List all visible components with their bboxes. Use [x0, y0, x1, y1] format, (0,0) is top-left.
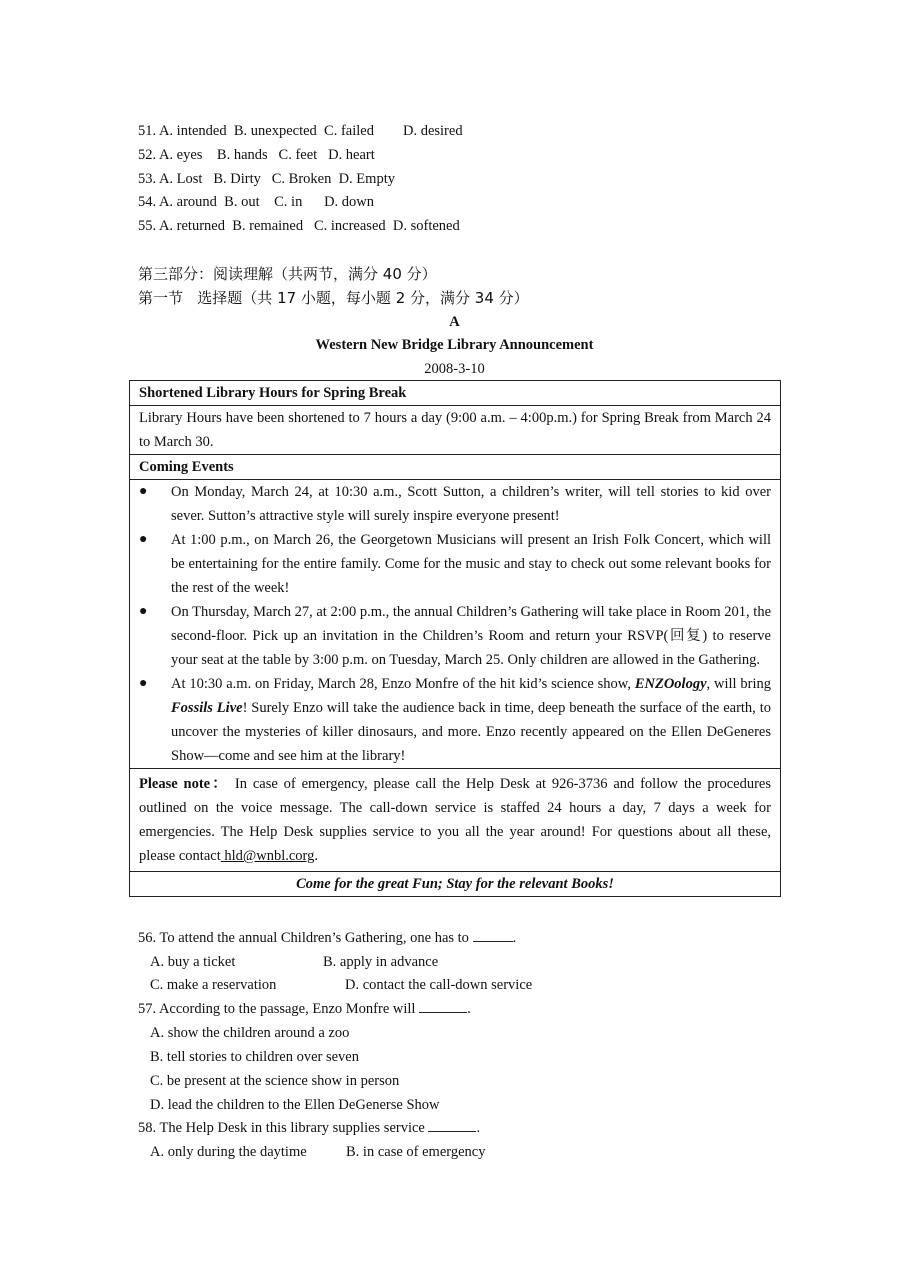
question-stem: 56. To attend the annual Children’s Gathering, one has to: [138, 930, 473, 946]
event-item: [139, 600, 771, 672]
events-header: Coming Events: [130, 455, 781, 480]
section-heading: 第三部分：阅读理解（共两节，满分 40 分）: [138, 265, 437, 283]
event-item: [139, 528, 771, 600]
email-link[interactable]: hld@wnbl.corg: [220, 848, 315, 864]
option-58-a: A. only during the daytime: [150, 1144, 307, 1160]
option-57-b: B. tell stories to children over seven: [150, 1049, 359, 1065]
note-end: .: [314, 848, 318, 864]
footer-slogan: Come for the great Fun; Stay for the relevant Books!: [130, 872, 781, 897]
option-58-b: B. in case of emergency: [346, 1144, 486, 1160]
bullet-icon: ●: [139, 604, 148, 619]
option-57-a: A. show the children around a zoo: [150, 1025, 350, 1041]
event-text: On Thursday, March 27, at 2:00 p.m., the annual Children’s Gathering will take place in Room 201, the second-floor. Pick up an invitation in the Children’s Room and return your RSVP(回复) to reserve your seat at the table by 3:00 p.m. on Tuesday, March 25. Only children are allowed in the Gathering.: [171, 604, 772, 668]
option-56-b: B. apply in advance: [323, 954, 439, 970]
event-text-part: ! Surely Enzo will take the audience back in time, deep beneath the surface of the earth, to uncover the mysteries of killer dinosaurs, and more. Enzo recently appeared on the Ellen DeGeneres Show—come and see him at the library!: [171, 700, 771, 764]
announcement-title: Western New Bridge Library Announcement: [315, 337, 594, 353]
question-tail: .: [476, 1120, 481, 1136]
question-stem: 57. According to the passage, Enzo Monfre will: [138, 1001, 420, 1017]
note-label: Please note：: [139, 776, 230, 792]
footer-row: [130, 872, 781, 897]
answer-blank: [473, 927, 513, 942]
bullet-icon: ●: [139, 532, 148, 547]
event-item: [139, 672, 771, 768]
subsection-heading: 第一节 选择题（共 17 小题，每小题 2 分，满分 34 分）: [138, 289, 529, 307]
question-stem: 58. The Help Desk in this library supplies service: [138, 1120, 429, 1136]
event-text: On Monday, March 24, at 10:30 a.m., Scott Sutton, a children’s writer, will tell stories to kid over sever. Sutton’s attractive style will surely inspire everyone present!: [171, 484, 771, 524]
event-name: Fossils Live: [171, 700, 243, 716]
option-56-c: C. make a reservation: [150, 977, 277, 993]
note-row: [130, 769, 781, 872]
events-row: [130, 480, 781, 769]
event-text: [171, 672, 771, 768]
events-header-row: [130, 455, 781, 480]
event-text-part: , will bring: [706, 676, 771, 692]
bullet-icon: ●: [139, 676, 148, 691]
option-56-d: D. contact the call-down service: [345, 977, 533, 993]
cloze-option-line-55: 55. A. returned B. remained C. increased D. softened: [138, 218, 460, 234]
question-tail: .: [467, 1001, 471, 1017]
event-text: At 1:00 p.m., on March 26, the Georgetown Musicians will present an Irish Folk Concert, which will be entertaining for the entire family. Come for the music and stay to check out some relevant books for the rest of the week!: [171, 532, 771, 596]
announcement-table: [129, 380, 781, 897]
cloze-option-line-54: 54. A. around B. out C. in D. down: [138, 194, 375, 210]
show-name: ENZOology: [634, 676, 707, 692]
hours-row: [130, 406, 781, 455]
answer-blank: [419, 998, 467, 1013]
question-56: [138, 926, 516, 950]
announcement-date: 2008-3-10: [424, 361, 485, 377]
hours-header: Shortened Library Hours for Spring Break: [130, 381, 781, 406]
question-tail: .: [512, 930, 517, 946]
events-cell: [130, 480, 781, 769]
passage-letter: A: [449, 314, 460, 330]
event-item: [139, 480, 771, 528]
option-57-c: C. be present at the science show in person: [150, 1073, 400, 1089]
question-58: [138, 1116, 480, 1140]
note-text: In case of emergency, please call the Help Desk at 926-3736 and follow the procedures outlined on the voice message. The call-down service is staffed 24 hours a day, 7 days a week for emergencies. The Help Desk supplies service to you all the year around! For questions about all these, please contact: [139, 776, 771, 864]
hours-text: Library Hours have been shortened to 7 hours a day (9:00 a.m. – 4:00p.m.) for Spring Break from March 24 to March 30.: [130, 406, 781, 455]
question-57: [138, 997, 471, 1021]
cloze-option-line-52: 52. A. eyes B. hands C. feet D. heart: [138, 147, 375, 163]
event-text-part: At 10:30 a.m. on Friday, March 28, Enzo Monfre of the hit kid’s science show,: [171, 676, 635, 692]
option-56-a: A. buy a ticket: [150, 954, 236, 970]
bullet-icon: ●: [139, 484, 148, 499]
note-cell: [130, 769, 781, 872]
cloze-option-line-53: 53. A. Lost B. Dirty C. Broken D. Empty: [138, 171, 395, 187]
cloze-option-line-51: 51. A. intended B. unexpected C. failed D. desired: [138, 123, 463, 139]
hours-header-row: [130, 381, 781, 406]
option-57-d: D. lead the children to the Ellen DeGenerse Show: [150, 1097, 440, 1113]
answer-blank: [428, 1117, 476, 1132]
